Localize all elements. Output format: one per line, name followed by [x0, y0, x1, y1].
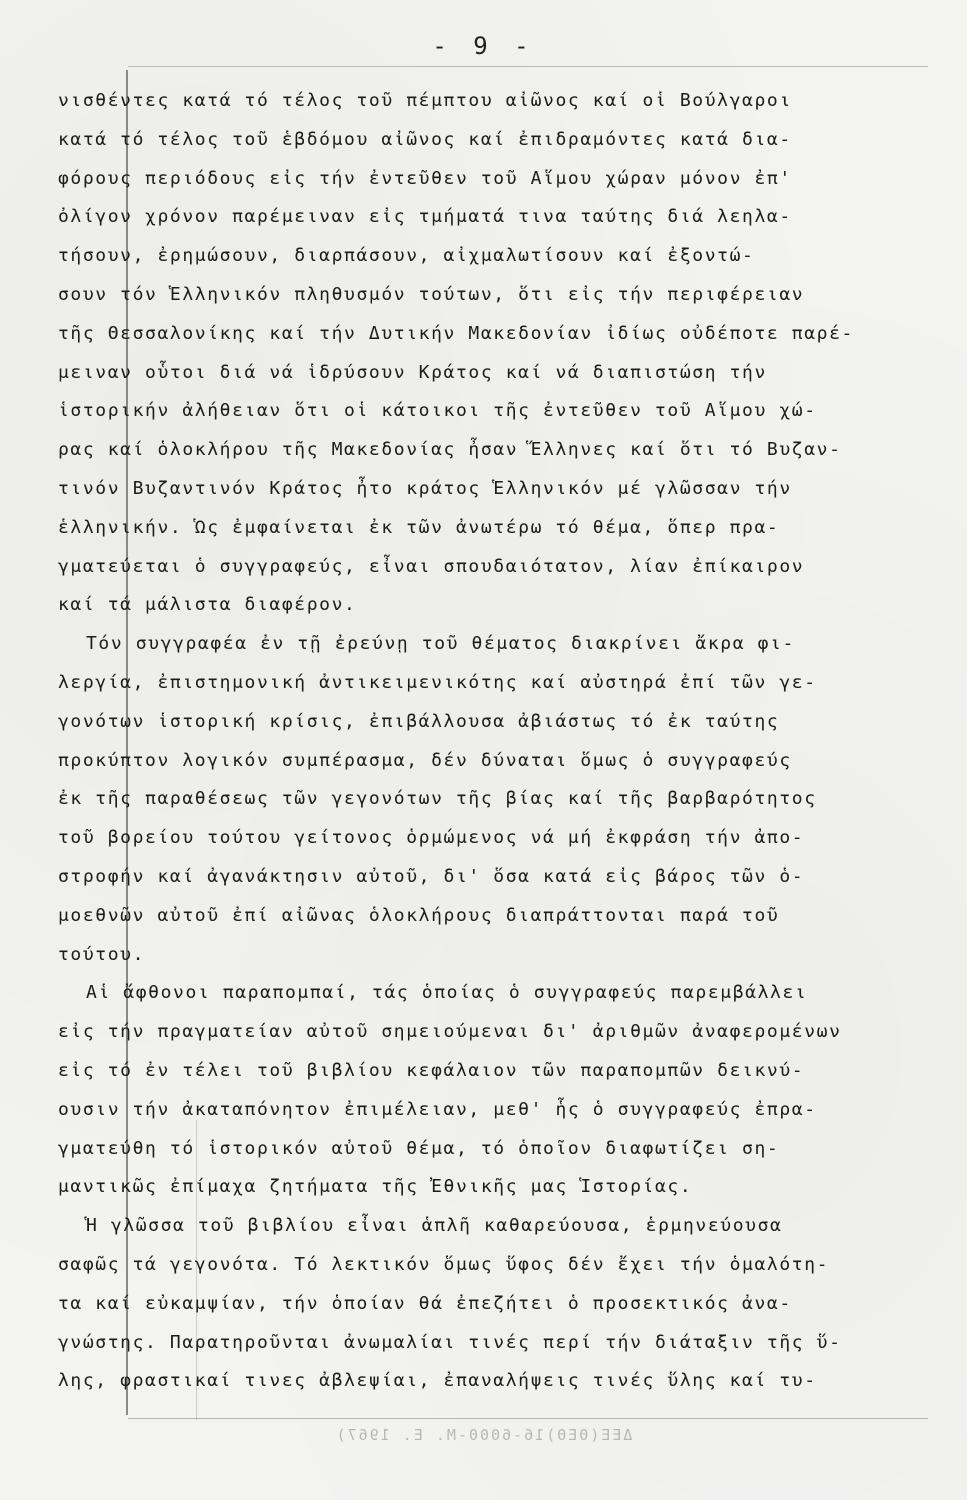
text-line: τήσουν, ἐρημώσουν, διαρπάσουν, αἰχμαλωτίσουν καί ἐξοντώ- [58, 245, 755, 267]
text-line: σουν τόν Ἑλληνικόν πληθυσμόν τούτων, ὅτι εἰς τήν περιφέρειαν [58, 283, 805, 305]
text-line: ἐκ τῆς παραθέσεως τῶν γεγονότων τῆς βίας καί τῆς βαρβαρότητος [58, 788, 817, 810]
bottom-rule [128, 1418, 928, 1419]
text-line: λης, φραστικαί τινες ἀβλεψίαι, ἐπαναλήψεις τινές ὕλης καί τυ- [58, 1370, 817, 1392]
text-line: φόρους περιόδους εἰς τήν ἐντεῦθεν τοῦ Αἵμου χώραν μόνον ἐπ' [58, 167, 792, 189]
text-line: κατά τό τέλος τοῦ ἑβδόμου αἰῶνος καί ἐπιδραμόντες κατά δια- [58, 128, 792, 150]
text-line: Ἡ γλῶσσα τοῦ βιβλίου εἶναι ἁπλῆ καθαρεύουσα, ἑρμηνεύουσα [86, 1215, 783, 1237]
top-rule [128, 66, 928, 67]
text-line: τούτου. [58, 943, 146, 965]
text-line: λεργία, ἐπιστημονική ἀντικειμενικότης καί αὐστηρά ἐπί τῶν γε- [58, 671, 817, 693]
text-line: ἱστορικήν ἀλήθειαν ὅτι οἱ κάτοικοι τῆς ἐντεῦθεν τοῦ Αἵμου χώ- [58, 400, 817, 422]
text-line: στροφήν καί ἀγανάκτησιν αὐτοῦ, δι' ὅσα κατά εἰς βάρος τῶν ὁ- [58, 865, 805, 887]
text-line: Αἱ ἄφθονοι παραπομπαί, τάς ὁποίας ὁ συγγραφεύς παρεμβάλλει [86, 982, 808, 1004]
text-line: καί τά μάλιστα διαφέρον. [58, 594, 357, 616]
text-line: μαντικῶς ἐπίμαχα ζητήματα τῆς Ἐθνικῆς μας Ἱστορίας. [58, 1176, 693, 1198]
text-line: τα καί εὐκαμψίαν, τήν ὁποίαν θά ἐπεζήτει ὁ προσεκτικός ἀνα- [58, 1292, 792, 1314]
text-line: σαφῶς τά γεγονότα. Τό λεκτικόν ὅμως ὕφος δέν ἔχει τήν ὁμαλότη- [58, 1253, 830, 1275]
text-line: τινόν Βυζαντινόν Κράτος ἦτο κράτος Ἑλληνικόν μέ γλῶσσαν τήν [58, 477, 792, 499]
text-line: Τόν συγγραφέα ἐν τῇ ἐρεύνῃ τοῦ θέματος διακρίνει ἄκρα φι- [86, 633, 795, 655]
text-line: εἰς τήν πραγματείαν αὐτοῦ σημειούμεναι δι' ἀριθμῶν ἀναφερομένων [58, 1021, 842, 1043]
text-line: γματεύεται ὁ συγγραφεύς, εἶναι σπουδαιότατον, λίαν ἐπίκαιρον [58, 555, 805, 577]
text-line: μοεθνῶν αὐτοῦ ἐπί αἰῶνας ὁλοκλήρους διαπράττονται παρά τοῦ [58, 904, 780, 926]
text-line: ουσιν τήν ἀκαταπόνητον ἐπιμέλειαν, μεθ' ἧς ὁ συγγραφεύς ἐπρα- [58, 1098, 817, 1120]
text-line: γνώστης. Παρατηροῦνται ἀνωμαλίαι τινές περί τήν διάταξιν τῆς ὕ- [58, 1331, 842, 1353]
text-line: τοῦ βορείου τούτου γείτονος ὁρμώμενος νά μή ἐκφράση τήν ἀπο- [58, 827, 805, 849]
text-line: γονότων ἱστορική κρίσις, ἐπιβάλλουσα ἀβιάστως τό ἐκ ταύτης [58, 710, 780, 732]
text-line: προκύπτον λογικόν συμπέρασμα, δέν δύναται ὅμως ὁ συγγραφεύς [58, 749, 792, 771]
text-line: μειναν οὗτοι διά νά ἱδρύσουν Κράτος καί νά διαπιστώση τήν [58, 361, 767, 383]
footer-bleed-through-text: ΔΕΕ(ΘΕΘ)16-6000-Μ. Ε. 1967) [334, 1426, 633, 1444]
text-line: ρας καί ὁλοκλήρου τῆς Μακεδονίας ἦσαν Ἕλληνες καί ὅτι τό Βυζαν- [58, 439, 842, 461]
typewritten-body [58, 82, 938, 1401]
text-line: γματεύθη τό ἱστορικόν αὐτοῦ θέμα, τό ὁποῖον διαφωτίζει ση- [58, 1137, 780, 1159]
text-line: ὀλίγον χρόνον παρέμειναν εἰς τμήματά τινα ταύτης διά λεηλα- [58, 206, 792, 228]
text-line: εἰς τό ἐν τέλει τοῦ βιβλίου κεφάλαιον τῶν παραπομπῶν δεικνύ- [58, 1059, 805, 1081]
page-number: - 9 - [432, 32, 535, 60]
text-line: τῆς Θεσσαλονίκης καί τήν Δυτικήν Μακεδονίαν ἰδίως οὐδέποτε παρέ- [58, 322, 854, 344]
text-line: νισθέντες κατά τό τέλος τοῦ πέμπτου αἰῶνος καί οἱ Βούλγαροι [58, 90, 792, 111]
text-line: ἑλληνικήν. Ὡς ἐμφαίνεται ἐκ τῶν ἀνωτέρω τό θέμα, ὅπερ πρα- [58, 516, 780, 538]
